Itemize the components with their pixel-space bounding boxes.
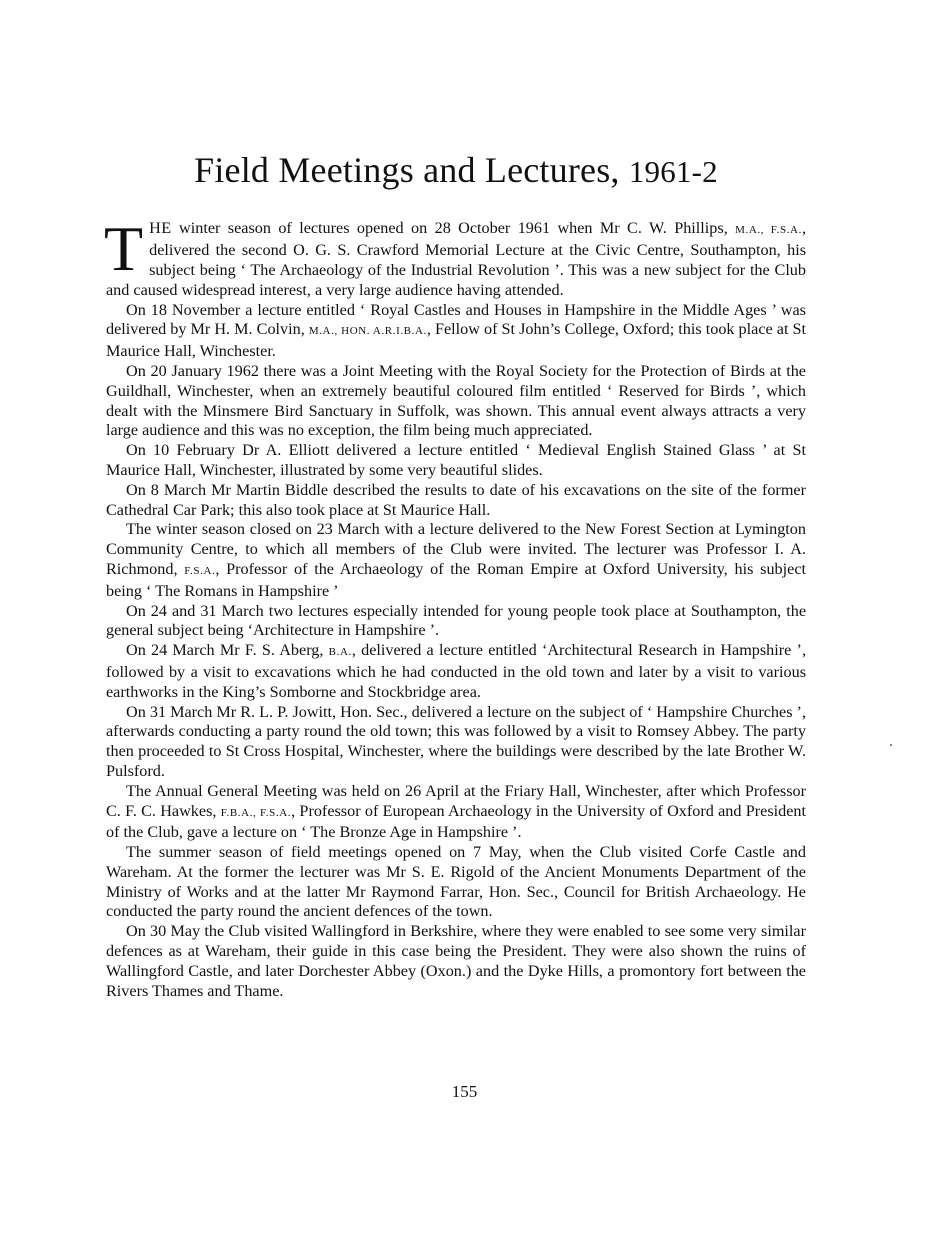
paragraph-text: On 24 March Mr F. S. Aberg, (126, 641, 329, 660)
paragraph-text: The Annual General Meeting was held on 26 April at the Friary Hall, Winchester, after which Professor C. F. C. Hawkes, (106, 781, 806, 820)
page-title (106, 150, 806, 191)
scan-speck (890, 744, 892, 746)
paragraph-6 (106, 520, 806, 601)
article-body (104, 213, 806, 1001)
page-title-year: 1961-2 (628, 154, 718, 189)
degree-abbreviation: B.A. (328, 646, 352, 659)
paragraph-12: On 30 May the Club visited Wallingford in Berkshire, where they were enabled to see some very similar defences as at Wareham, their guide in this case being the President. They were also shown the ruins of Wallingford Castle, and later Dorchester Abbey (Oxon.) and the Dyke Hills, a promontory fort between the Rivers Thames and Thame. (106, 922, 806, 1000)
paragraph-5: On 8 March Mr Martin Biddle described the results to date of his excavations on the site of the former Cathedral Car Park; this also took place at St Maurice Hall. (106, 480, 806, 519)
paragraph-text: The winter season closed on 23 March with a lecture delivered to the New Forest Section at Lymington Community Centre, to which all members of the Club were invited. The lecturer was Professor I. A. Richmond, (106, 520, 806, 578)
paragraph-text: , delivered the second O. G. S. Crawford Memorial Lecture at the Civic Centre, Southampton, his subject being ‘ The Archaeology of the Industrial Revolution ’. This was a new subject for the Club and caused widespread interest, a very large audience having attended. (106, 219, 806, 299)
paragraph-text: On 18 November a lecture entitled ‘ Royal Castles and Houses in Hampshire in the Middle Ages ’ was delivered by Mr H. M. Colvin, (106, 300, 806, 339)
page-number: 155 (451, 1082, 478, 1101)
paragraph-7: On 24 and 31 March two lectures especially intended for young people took place at Southampton, the general subject being ‘Architecture in Hampshire ’. (106, 601, 806, 640)
paragraph-8 (106, 641, 806, 702)
paragraph-9: On 31 March Mr R. L. P. Jowitt, Hon. Sec., delivered a lecture on the subject of ‘ Hampshire Churches ’, afterwards conducting a party round the old town; this was followed by a visit to Romsey Abbey. The party then proceeded to St Cross Hospital, Winchester, where the buildings were described by the late Brother W. Pulsford. (106, 702, 806, 780)
paragraph-text: winter season of lectures opened on 28 October 1961 when Mr C. W. Phillips, (171, 219, 736, 238)
paragraph-text: , Fellow of St John’s College, Oxford; this took place at St Maurice Hall, Winchester. (106, 320, 806, 361)
page-title-main: Field Meetings and Lectures, (194, 150, 620, 190)
page (106, 150, 806, 1001)
paragraph-1 (104, 213, 806, 300)
paragraph-text: , Professor of the Archaeology of the Roman Empire at Oxford University, his subject being ‘ The Romans in Hampshire ’ (106, 559, 806, 600)
opening-word: HE (149, 219, 172, 238)
paragraph-3: On 20 January 1962 there was a Joint Meeting with the Royal Society for the Protection of Birds at the Guildhall, Winchester, when an extremely beautiful coloured film entitled ‘ Reserved for Birds ’, which dealt with the Minsmere Bird Sanctuary in Suffolk, was shown. This annual event always attracts a very large audience and this was no exception, the film being much appreciated. (106, 361, 806, 440)
paragraph-text: , Professor of European Archaeology in the University of Oxford and President of the Club, gave a lecture on ‘ The Bronze Age in Hampshire ’. (106, 801, 806, 842)
drop-cap: T (104, 213, 144, 285)
degree-abbreviation: M.A., F.S.A. (735, 224, 802, 237)
paragraph-10 (106, 782, 806, 843)
degree-abbreviation: F.S.A. (184, 564, 216, 577)
paragraph-11: The summer season of field meetings opened on 7 May, when the Club visited Corfe Castle and Wareham. At the former the lecturer was Mr S. E. Rigold of the Ancient Monuments Department of the Ministry of Works and at the latter Mr Raymond Farrar, Hon. Sec., Council for British Archaeology. He conducted the party round the ancient defences of the town. (106, 843, 806, 921)
degree-abbreviation: M.A., HON. A.R.I.B.A. (308, 325, 427, 338)
paragraph-4: On 10 February Dr A. Elliott delivered a lecture entitled ‘ Medieval English Stained Glass ’ at St Maurice Hall, Winchester, illustrated by some very beautiful slides. (106, 441, 806, 479)
paragraph-2 (106, 301, 806, 362)
paragraph-text: , delivered a lecture entitled ‘Architectural Research in Hampshire ’, followed by a visit to excavations which he had conducted in the old town and later by a visit to various earthworks in the King’s Somborne and Stockbridge area. (106, 641, 806, 701)
degree-abbreviation: F.B.A., F.S.A. (220, 806, 292, 819)
